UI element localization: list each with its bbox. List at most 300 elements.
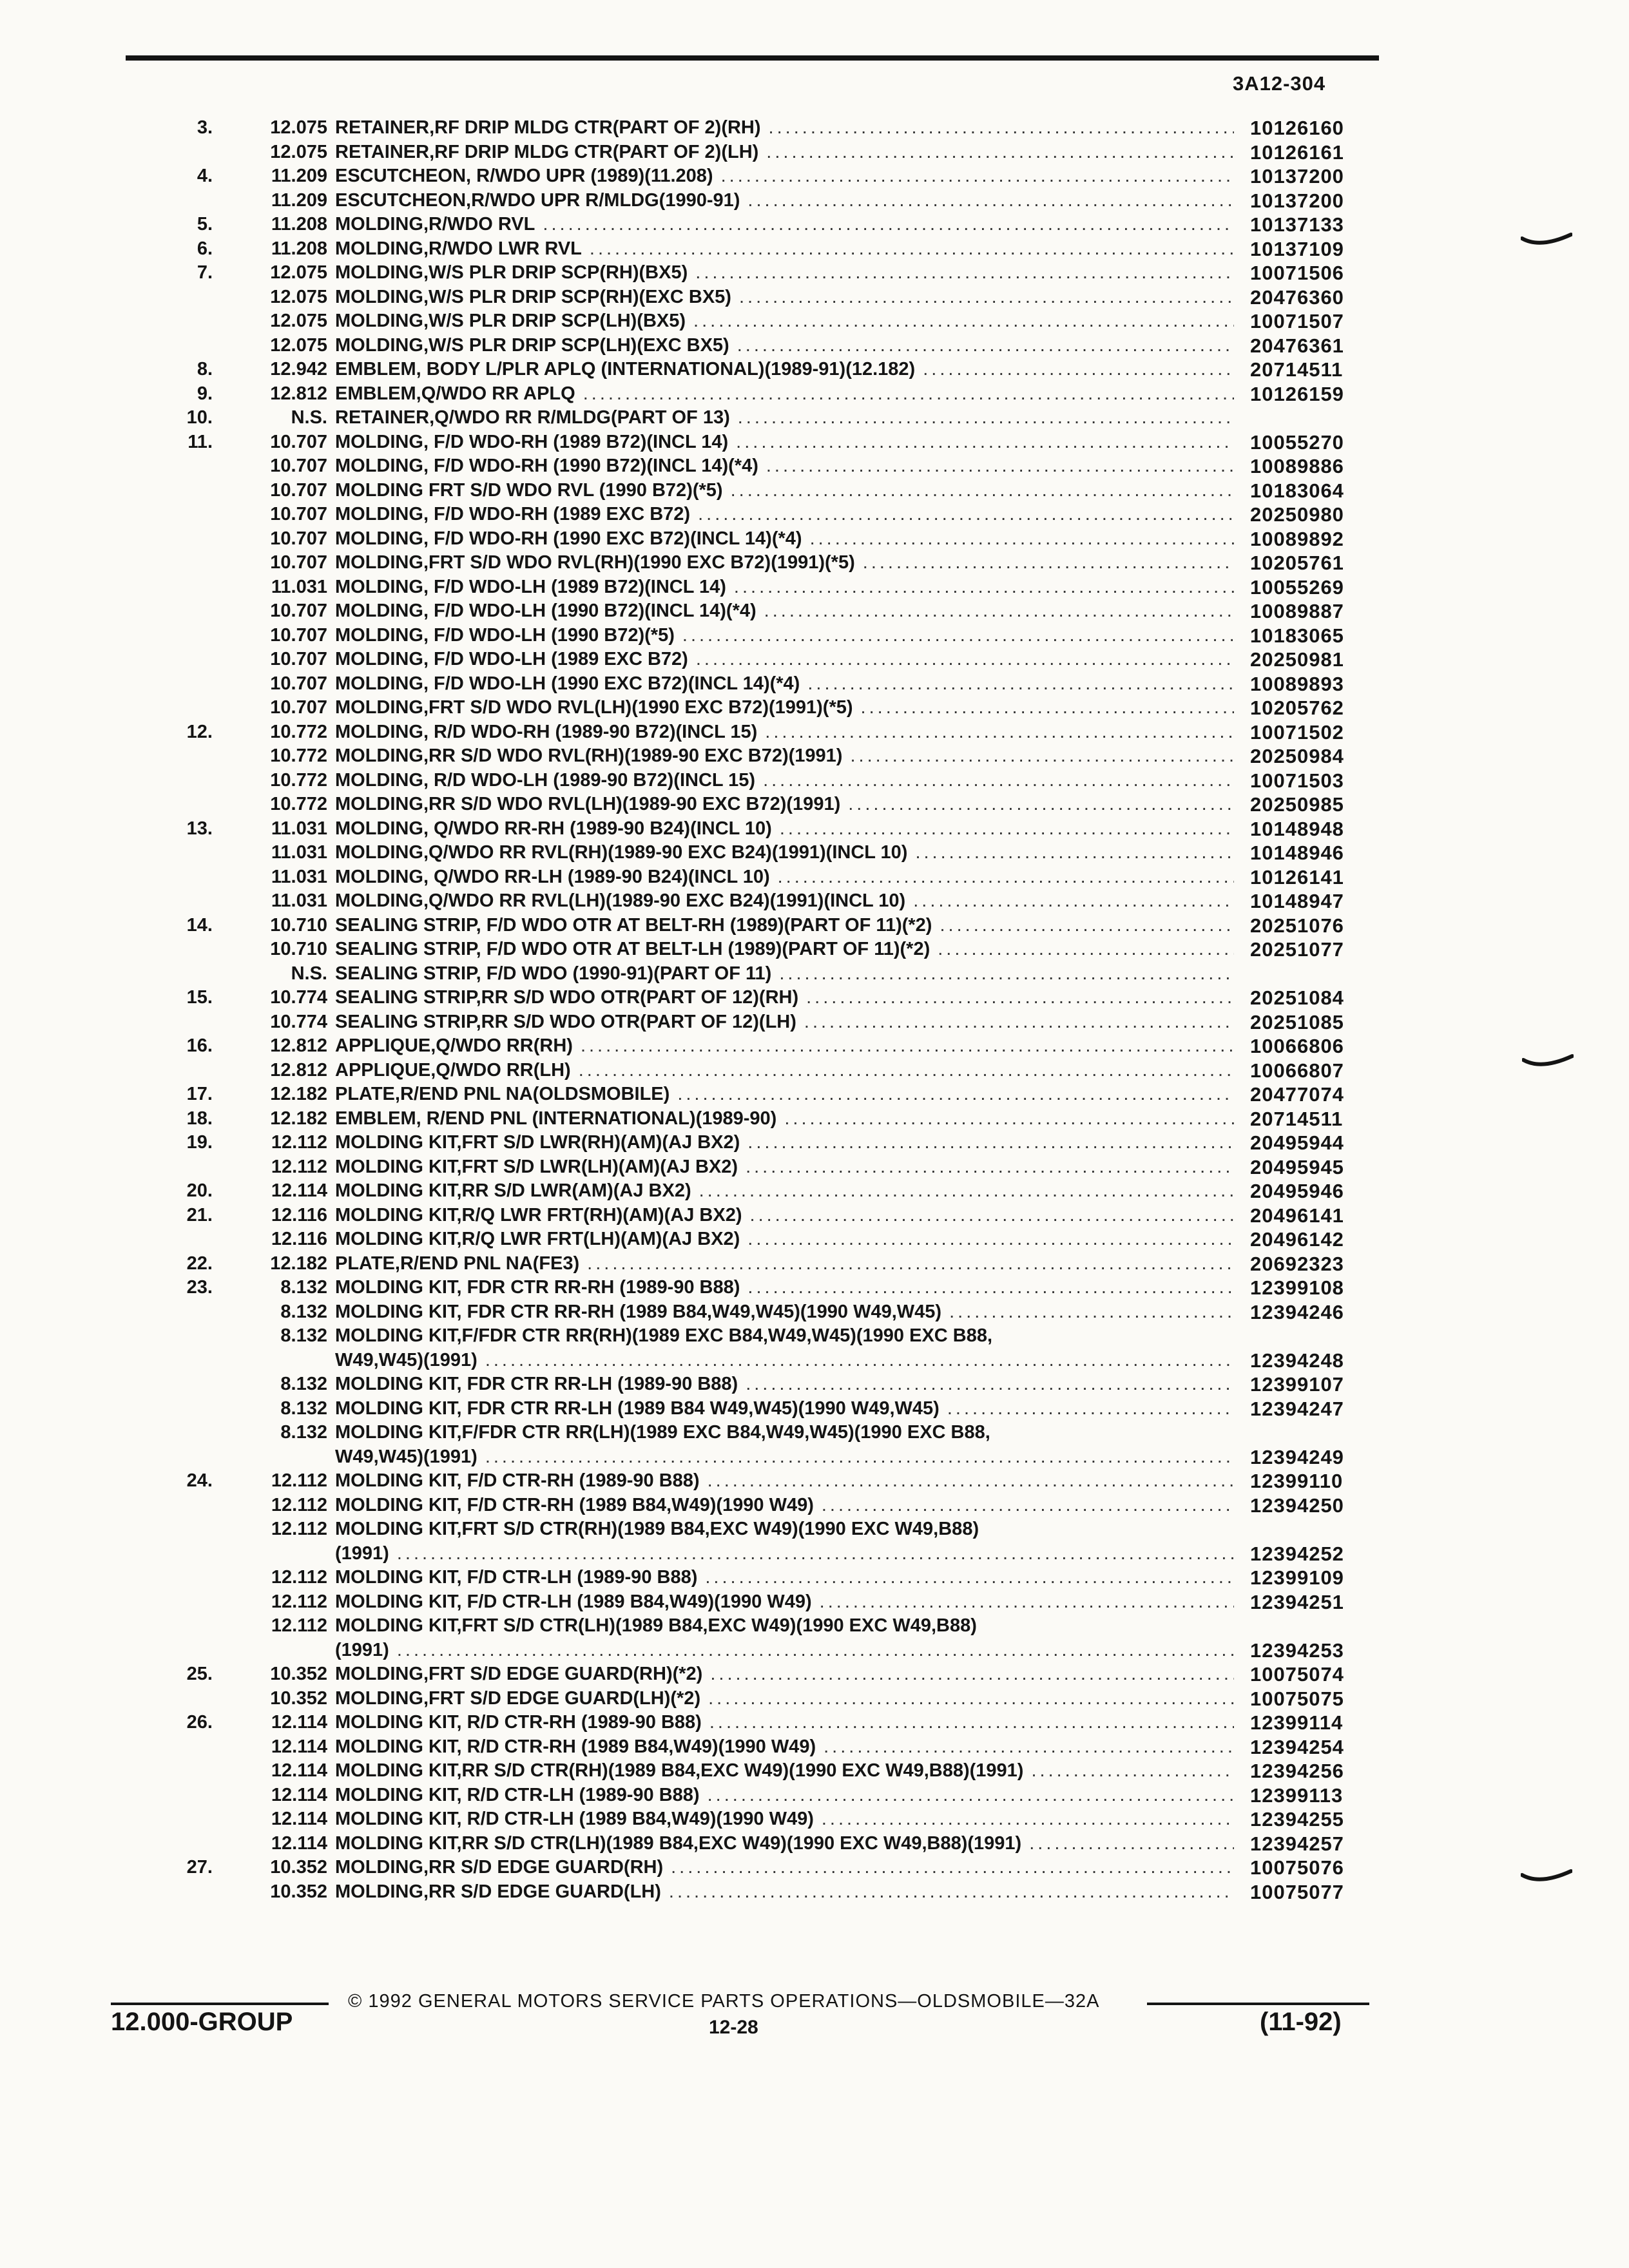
part-detail: ,FRT S/D EDGE GUARD(RH)(*2) [423, 1664, 703, 1684]
ref-number: 14. [186, 914, 213, 936]
part-detail: ,W/S PLR DRIP SCP(RH)(EXC BX5) [423, 286, 731, 307]
copyright-notice: © 1992 GENERAL MOTORS SERVICE PARTS OPERATIONS—OLDSMOBILE—32A [348, 1991, 1100, 2012]
part-name: MOLDING KIT [335, 1736, 457, 1757]
part-name: EMBLEM [335, 1108, 416, 1129]
group-number: 12.116 [271, 1204, 327, 1225]
part-description [335, 1832, 1234, 1856]
leader-dots [769, 116, 1234, 140]
group-number: N.S. [291, 407, 327, 428]
part-description [335, 1711, 1234, 1735]
part-description [335, 503, 1234, 527]
leader-dots [820, 1590, 1234, 1615]
part-row [0, 1155, 1629, 1180]
part-row [0, 599, 1629, 624]
leader-dots [848, 793, 1234, 817]
group-number: 10.707 [270, 479, 327, 501]
leader-dots [671, 1856, 1234, 1880]
group-number: 12.112 [271, 1615, 327, 1636]
part-row [0, 672, 1629, 697]
part-name: MOLDING KIT [335, 1809, 457, 1829]
part-detail: ,R/WDO LWR RVL [423, 238, 582, 259]
part-description [335, 527, 1234, 552]
part-detail: , F/D WDO-LH (1989 B72)(INCL 14) [423, 576, 726, 597]
group-number: 10.707 [270, 431, 327, 452]
group-number: 8.132 [280, 1422, 327, 1443]
part-description [335, 696, 1234, 720]
part-row [0, 624, 1629, 648]
part-row [0, 1082, 1629, 1107]
part-description [335, 648, 1234, 672]
part-detail: , FDR CTR RR-RH (1989-90 B88) [456, 1277, 740, 1298]
part-row [0, 309, 1629, 334]
part-row [0, 479, 1629, 503]
part-number: 12394247 [1250, 1397, 1344, 1420]
part-number: 10089893 [1250, 672, 1344, 695]
part-detail: , F/D WDO (1990-91)(PART OF 11) [476, 963, 772, 984]
part-number: 12394254 [1250, 1735, 1344, 1758]
group-number: 12.114 [271, 1180, 327, 1201]
group-number: 10.707 [270, 528, 327, 549]
part-row [0, 1034, 1629, 1059]
leader-dots [698, 503, 1234, 527]
part-detail: , F/D WDO-LH (1990 B72)(*5) [423, 624, 675, 646]
part-row [0, 1372, 1629, 1397]
part-name: MOLDING KIT [335, 1132, 457, 1153]
part-description [335, 1059, 1234, 1083]
part-number: 12394246 [1250, 1300, 1344, 1323]
part-row [0, 889, 1629, 914]
part-row [0, 551, 1629, 575]
part-row [0, 1687, 1629, 1711]
ref-number: 16. [186, 1035, 213, 1056]
part-detail-continued: (1991) [335, 1639, 389, 1660]
ref-number: 13. [186, 818, 213, 839]
part-number: 10075075 [1250, 1687, 1344, 1710]
group-number: 10.352 [270, 1687, 327, 1709]
part-description [335, 1421, 1234, 1469]
part-description [335, 479, 1234, 503]
part-name: MOLDING KIT [335, 1229, 457, 1249]
part-number: 20251076 [1250, 914, 1344, 937]
page-number: 12-28 [709, 2017, 758, 2038]
part-row [0, 382, 1629, 407]
part-detail: ,RR S/D CTR(RH)(1989 B84,EXC W49)(1990 EXC W49,B88)(1991) [456, 1760, 1024, 1781]
part-description [335, 1494, 1234, 1518]
part-description [335, 1107, 1234, 1131]
part-name: MOLDING KIT [335, 1615, 457, 1636]
group-number: 12.112 [271, 1591, 327, 1612]
ref-number: 11. [188, 431, 213, 452]
part-detail: , R/WDO UPR (1989)(11.208) [466, 166, 713, 186]
leader-dots [397, 1542, 1234, 1566]
part-name: MOLDING KIT [335, 1470, 457, 1491]
leader-dots [778, 865, 1234, 890]
part-name: MOLDING [335, 1664, 423, 1684]
part-name: PLATE [335, 1084, 395, 1104]
part-number: 20250980 [1250, 503, 1344, 526]
part-description [335, 1590, 1234, 1615]
part-number: 10126161 [1250, 140, 1344, 164]
part-description [335, 720, 1234, 745]
part-name: MOLDING KIT [335, 1832, 457, 1854]
part-description [335, 213, 1234, 237]
group-number: 12.116 [271, 1229, 327, 1249]
part-detail: , F/D CTR-RH (1989-90 B88) [456, 1470, 700, 1491]
leader-dots [923, 358, 1234, 382]
part-detail: ,FRT S/D CTR(LH)(1989 B84,EXC W49)(1990 EXC W49,B88) [456, 1615, 977, 1636]
part-detail: ,W/S PLR DRIP SCP(RH)(BX5) [423, 262, 688, 283]
part-detail: ,RR S/D CTR(LH)(1989 B84,EXC W49)(1990 EXC W49,B88)(1991) [456, 1832, 1022, 1854]
part-description [335, 624, 1234, 648]
part-row [0, 648, 1629, 672]
part-number: 10148947 [1250, 890, 1344, 912]
leader-dots [705, 1566, 1234, 1590]
part-detail: , F/D CTR-LH (1989-90 B88) [456, 1567, 698, 1588]
part-number: 12394251 [1250, 1590, 1344, 1613]
leader-dots [764, 599, 1234, 624]
part-description [335, 285, 1234, 310]
leader-dots [807, 672, 1234, 697]
part-row [0, 285, 1629, 310]
part-detail: ,FRT S/D WDO RVL(LH)(1990 EXC B72)(1991)(*5) [423, 697, 853, 718]
part-name: MOLDING FRT S/D WDO RVL [335, 479, 594, 501]
leader-dots [747, 1227, 1234, 1252]
group-number: 12.075 [270, 117, 327, 138]
part-description [335, 1252, 1234, 1276]
part-name: MOLDING [335, 842, 423, 863]
part-detail: (1990 B72)(*5) [593, 479, 723, 501]
part-number: 20250985 [1250, 793, 1344, 816]
part-description [335, 889, 1234, 914]
group-number: 10.352 [270, 1881, 327, 1902]
group-number: 8.132 [280, 1301, 327, 1322]
part-number: 10126160 [1250, 117, 1344, 139]
part-number: 12394255 [1250, 1808, 1344, 1831]
part-row [0, 1421, 1629, 1469]
group-number: 10.707 [270, 456, 327, 476]
part-row [0, 575, 1629, 600]
top-rule [126, 55, 1379, 61]
ref-number: 24. [186, 1470, 213, 1491]
part-name: MOLDING KIT [335, 1494, 457, 1515]
catalog-code: 3A12-304 [1233, 72, 1326, 95]
part-name: MOLDING KIT [335, 1784, 457, 1805]
part-row [0, 1614, 1629, 1662]
part-detail: , R/D CTR-LH (1989 B84,W49)(1990 W49) [456, 1809, 814, 1829]
part-description [335, 793, 1234, 817]
part-description [335, 1155, 1234, 1180]
part-detail: , F/D CTR-RH (1989 B84,W49)(1990 W49) [456, 1494, 814, 1515]
part-name: MOLDING [335, 721, 423, 742]
group-number: 12.075 [270, 334, 327, 356]
part-row [0, 817, 1629, 841]
part-detail-continued: W49,W45)(1991) [335, 1349, 477, 1370]
part-name: MOLDING [335, 866, 423, 887]
leader-dots [485, 1445, 1234, 1470]
part-row [0, 213, 1629, 237]
leader-dots [699, 1179, 1234, 1204]
part-detail: , F/D WDO-LH (1989 EXC B72) [423, 649, 688, 669]
group-number: 12.112 [271, 1567, 327, 1588]
part-detail: ,Q/WDO RR(LH) [430, 1059, 571, 1081]
part-name: ESCUTCHEON [335, 166, 467, 186]
part-description [335, 237, 1234, 262]
group-number: 10.707 [270, 697, 327, 718]
part-row [0, 1783, 1629, 1808]
part-number: 10071506 [1250, 262, 1344, 284]
group-number: 10.707 [270, 552, 327, 573]
part-name: RETAINER [335, 141, 430, 162]
part-row [0, 140, 1629, 165]
part-description [335, 164, 1234, 189]
leader-dots [710, 1662, 1234, 1687]
part-number: 10071502 [1250, 720, 1344, 744]
part-description [335, 1276, 1234, 1300]
part-row [0, 1204, 1629, 1228]
part-number: 20251085 [1250, 1010, 1344, 1033]
part-name: MOLDING [335, 769, 423, 791]
part-row [0, 1059, 1629, 1083]
part-detail: , F/D WDO-RH (1989 EXC B72) [423, 504, 691, 524]
part-row [0, 1590, 1629, 1615]
part-description [335, 551, 1234, 575]
ref-number: 18. [186, 1108, 213, 1129]
leader-dots [738, 406, 1234, 430]
group-number: 12.812 [270, 1035, 327, 1056]
leader-dots [822, 1494, 1234, 1518]
group-number: 10.772 [270, 721, 327, 742]
leader-dots [766, 454, 1234, 479]
part-name: MOLDING [335, 1687, 423, 1709]
part-number: 10055269 [1250, 575, 1344, 599]
part-name: MOLDING KIT [335, 1325, 457, 1346]
part-row [0, 986, 1629, 1010]
part-description [335, 1614, 1234, 1662]
part-number: 12394249 [1250, 1445, 1344, 1468]
part-description [335, 1372, 1234, 1397]
part-row [0, 744, 1629, 769]
group-number: 10.707 [270, 624, 327, 646]
part-row [0, 358, 1629, 382]
part-number: 20692323 [1250, 1252, 1344, 1275]
part-detail: ,W/S PLR DRIP SCP(LH)(BX5) [423, 311, 686, 331]
leader-dots [587, 1252, 1234, 1276]
part-detail: ,RR S/D WDO OTR(PART OF 12)(LH) [476, 1011, 796, 1032]
part-name: ESCUTCHEON [335, 189, 467, 211]
part-description [335, 334, 1234, 358]
part-detail: , F/D WDO OTR AT BELT-LH (1989)(PART OF 11)(*2) [476, 939, 930, 959]
part-detail: ,Q/WDO RR(RH) [430, 1035, 573, 1056]
part-detail: ,FRT S/D WDO RVL(RH)(1990 EXC B72)(1991)(*5) [423, 552, 855, 573]
leader-dots [822, 1807, 1234, 1832]
part-number: 10071503 [1250, 769, 1344, 792]
part-number: 20251077 [1250, 938, 1344, 961]
part-detail: , Q/WDO RR-RH (1989-90 B24)(INCL 10) [423, 818, 772, 839]
group-number: 10.352 [270, 1664, 327, 1684]
part-name: MOLDING [335, 552, 423, 573]
group-number: 12.075 [270, 262, 327, 283]
part-name: MOLDING [335, 238, 423, 259]
leader-dots [949, 1300, 1234, 1325]
part-description [335, 1880, 1234, 1905]
part-detail: ,R/WDO RVL [423, 214, 535, 235]
check-mark-icon [1521, 1869, 1572, 1888]
group-number: 12.114 [271, 1832, 327, 1854]
ref-number: 4. [197, 166, 213, 186]
part-name: MOLDING [335, 262, 423, 283]
group-number: 10.772 [270, 794, 327, 814]
group-number: 12.112 [271, 1519, 327, 1539]
part-detail: ,FRT S/D LWR(RH)(AM)(AJ BX2) [456, 1132, 740, 1153]
part-name: MOLDING KIT [335, 1422, 457, 1443]
group-number: 12.114 [271, 1760, 327, 1781]
part-number: 12394257 [1250, 1832, 1344, 1855]
part-row [0, 962, 1629, 986]
part-row [0, 1227, 1629, 1252]
part-detail: , F/D WDO-LH (1990 B72)(INCL 14)(*4) [423, 601, 757, 621]
part-name: MOLDING [335, 576, 423, 597]
part-detail: ,RR S/D WDO OTR(PART OF 12)(RH) [476, 987, 799, 1008]
part-description [335, 599, 1234, 624]
group-number: 10.772 [270, 745, 327, 766]
part-name: MOLDING [335, 334, 423, 356]
part-detail: ,Q/WDO RR RVL(LH)(1989-90 EXC B24)(1991)(INCL 10) [423, 890, 906, 911]
group-number: 10.707 [270, 649, 327, 669]
part-row [0, 503, 1629, 527]
part-row [0, 1107, 1629, 1131]
leader-dots [581, 1034, 1234, 1059]
group-number: 12.182 [270, 1108, 327, 1129]
leader-dots [682, 624, 1234, 648]
part-description [335, 937, 1234, 962]
page-footer [0, 1991, 1629, 2068]
group-number: 10.352 [270, 1857, 327, 1878]
part-row [0, 164, 1629, 189]
leader-dots [746, 1155, 1234, 1180]
ref-number: 23. [186, 1277, 213, 1298]
part-description [335, 1300, 1234, 1325]
part-name: MOLDING KIT [335, 1760, 457, 1781]
leader-dots [590, 237, 1234, 262]
part-description [335, 1856, 1234, 1880]
group-number: 8.132 [280, 1277, 327, 1298]
leader-dots [804, 1010, 1234, 1035]
leader-dots [940, 914, 1234, 938]
part-row [0, 1856, 1629, 1880]
part-detail: ,RF DRIP MLDG CTR(PART OF 2)(LH) [429, 141, 759, 162]
leader-dots [543, 213, 1234, 237]
ref-number: 15. [186, 987, 213, 1008]
part-name: MOLDING [335, 431, 423, 452]
group-number: 8.132 [280, 1325, 327, 1346]
part-number: 10066806 [1250, 1035, 1344, 1057]
part-number: 10126141 [1250, 865, 1344, 889]
part-description [335, 454, 1234, 479]
leader-dots [746, 1372, 1234, 1397]
leader-dots [731, 479, 1234, 503]
part-description [335, 189, 1234, 213]
part-number: 20495945 [1250, 1155, 1344, 1178]
part-detail: , FDR CTR RR-RH (1989 B84,W49,W45)(1990 W49,W45) [456, 1301, 942, 1322]
part-description [335, 430, 1234, 455]
group-number: 8.132 [280, 1398, 327, 1419]
part-description [335, 1662, 1234, 1687]
part-detail: ,RF DRIP MLDG CTR(PART OF 2)(RH) [429, 117, 761, 138]
leader-dots [850, 744, 1234, 769]
part-name: EMBLEM [335, 359, 416, 380]
part-row [0, 937, 1629, 962]
part-name: MOLDING [335, 286, 423, 307]
group-number: 12.114 [271, 1784, 327, 1805]
leader-dots [763, 769, 1234, 793]
part-name: MOLDING [335, 890, 423, 911]
part-description [335, 382, 1234, 407]
part-name: MOLDING KIT [335, 1519, 457, 1539]
ref-number: 22. [186, 1253, 213, 1274]
part-number: 12399109 [1250, 1566, 1344, 1589]
part-row [0, 1662, 1629, 1687]
part-number: 10183064 [1250, 479, 1344, 502]
leader-dots [677, 1082, 1234, 1107]
part-detail: ,Q/WDO RR APLQ [416, 383, 575, 404]
leader-dots [779, 962, 1234, 986]
part-number: 20477074 [1250, 1083, 1344, 1106]
part-description [335, 1783, 1234, 1808]
part-name: SEALING STRIP [335, 914, 476, 936]
part-description [335, 1227, 1234, 1252]
part-description [335, 865, 1234, 890]
group-number: 11.209 [271, 189, 327, 211]
part-detail: , F/D WDO-RH (1990 EXC B72)(INCL 14)(*4) [423, 528, 802, 549]
part-number: 10148948 [1250, 817, 1344, 840]
part-description [335, 1204, 1234, 1228]
part-number: 10089886 [1250, 455, 1344, 477]
part-name: SEALING STRIP [335, 1011, 476, 1032]
part-row [0, 527, 1629, 552]
group-number: 12.112 [271, 1156, 327, 1177]
part-name: SEALING STRIP [335, 963, 476, 984]
part-detail: , Q/WDO RR-LH (1989-90 B24)(INCL 10) [423, 866, 770, 887]
group-number: 11.031 [271, 576, 327, 597]
group-number: 11.031 [271, 866, 327, 887]
part-detail: , R/END PNL (INTERNATIONAL)(1989-90) [416, 1108, 777, 1129]
part-detail: , F/D WDO OTR AT BELT-RH (1989)(PART OF 11)(*2) [476, 914, 932, 936]
part-name: MOLDING [335, 794, 423, 814]
part-detail: ,R/WDO UPR R/MLDG(1990-91) [466, 189, 740, 211]
part-detail: ,R/END PNL NA(OLDSMOBILE) [394, 1084, 670, 1104]
group-number: 10.774 [270, 1011, 327, 1032]
leader-dots [739, 285, 1234, 310]
group-number: 11.209 [271, 166, 327, 186]
ref-number: 17. [186, 1084, 213, 1104]
part-description [335, 672, 1234, 697]
part-name: MOLDING KIT [335, 1301, 457, 1322]
part-description [335, 841, 1234, 865]
part-row [0, 1324, 1629, 1372]
part-detail: , R/D WDO-RH (1989-90 B72)(INCL 15) [423, 721, 758, 742]
part-number: 10137133 [1250, 213, 1344, 236]
ref-number: 25. [186, 1664, 213, 1684]
part-description [335, 1010, 1234, 1035]
part-row [0, 720, 1629, 745]
ref-number: 26. [186, 1712, 213, 1733]
group-number: 10.774 [270, 987, 327, 1008]
part-number: 10055270 [1250, 430, 1344, 454]
leader-dots [708, 1469, 1234, 1494]
part-name: APPLIQUE [335, 1059, 431, 1081]
leader-dots [669, 1880, 1234, 1905]
group-number: 12.075 [270, 141, 327, 162]
